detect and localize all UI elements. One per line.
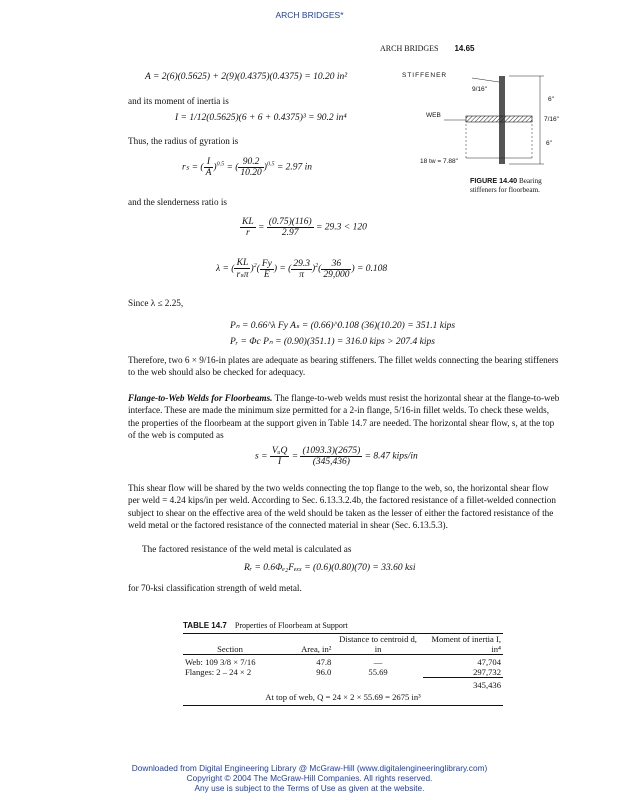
- label-stiffener-thickness: 9/16": [472, 86, 487, 93]
- eq-den: 29,000: [323, 269, 350, 280]
- table-footnote-row: [183, 690, 503, 705]
- banner: ARCH BRIDGES*: [275, 10, 344, 20]
- eq-den: 10.20: [240, 168, 262, 178]
- table-header: Area, in²: [301, 644, 332, 654]
- running-head-section: ARCH BRIDGES: [380, 44, 439, 53]
- table-title: [183, 621, 503, 630]
- paragraph-flange-title: Flange-to-Web Welds for Floorbeams.: [128, 393, 273, 403]
- table-header-row: [183, 634, 503, 655]
- table-14-7: [183, 621, 503, 706]
- equation-lambda: λ = ( $\frac{KL}{\text{rₛπ}}$ )$^2$( $\frac{Fy}{E}$ ) = ( $\frac{29.3}{\pi}$ )$^2$( $\frac{36}{29,000}$ ) = 0.108: [216, 258, 388, 280]
- table-footnote: At top of web, Q = 24 × 2 × 55.69 = 2675 in³: [265, 692, 421, 702]
- table-cell: [333, 678, 422, 691]
- table-row: [183, 678, 503, 691]
- eq-den: A: [205, 168, 212, 178]
- equation-kl-r: $\frac{KL}{r}$ = $\frac{(0.75)(116)}{2.97}$ = 29.3 < 120: [242, 217, 367, 238]
- label-web-thickness: 7/16": [544, 116, 559, 123]
- table-cell: —: [373, 657, 383, 667]
- eq-num: I: [204, 157, 214, 168]
- table-cell: Flanges: 2 – 24 × 2: [185, 667, 252, 678]
- eq-num: VᵤQ: [271, 446, 288, 456]
- label-6in-top: 6": [548, 96, 554, 103]
- label-stiffener: STIFFENER: [402, 72, 448, 79]
- figure-bearing-stiffeners: [402, 68, 564, 203]
- table-body: [183, 634, 503, 705]
- equation-pr: Pᵣ = Φc Pₙ = (0.90)(351.1) = 316.0 kips > 207.4 kips: [230, 337, 435, 347]
- eq-exp: 0.5: [266, 161, 275, 168]
- eq-den: (345,436): [312, 457, 350, 467]
- footer: [0, 763, 619, 793]
- eq-den: π: [299, 269, 305, 280]
- eq-num: (0.75)(116): [268, 217, 312, 227]
- table-cell: [183, 678, 277, 691]
- web-plate: [466, 116, 532, 122]
- table-cell: 96.0: [316, 667, 332, 678]
- eq-num: Fy: [261, 258, 272, 269]
- table-cell: 47,704: [477, 657, 501, 667]
- paragraph-ksi: for 70-ksi classification strength of weld metal.: [128, 583, 302, 593]
- label-6in-bottom: 6": [546, 140, 552, 147]
- paragraph-flange-to-web: [128, 392, 560, 442]
- eq-num: 36: [321, 259, 351, 270]
- eq-lhs: s =: [255, 451, 268, 462]
- table-cell: Web: 109 3/8 × 7/16: [185, 657, 256, 667]
- eq-num: KL: [234, 258, 250, 269]
- footer-terms[interactable]: Any use is subject to the Terms of Use as given at the website.: [194, 783, 425, 793]
- label-web: WEB: [426, 112, 441, 119]
- text-slenderness: and the slenderness ratio is: [128, 197, 227, 207]
- paragraph-shear: This shear flow will be shared by the two welds connecting the top flange to the web, so, the horizontal shear flow per weld = 4.24 kips/in per weld. According to Sec. 6.13.3.2.4b, the factored resistance of a fillet-welded connection subject to shear on the effective area of the weld should be taken as the lesser of either the factored resistance of the weld metal or the factored resistance of the connected material in shear (Sec. 6.13.5.3).: [128, 483, 556, 531]
- eq-lhs: λ =: [216, 264, 229, 275]
- eq-num: 90.2: [238, 157, 263, 168]
- table-row: [183, 667, 503, 678]
- eq-exp: 0.5: [216, 161, 225, 168]
- equation-area: A = 2(6)(0.5625) + 2(9)(0.4375)(0.4375) = 10.20 in²: [145, 72, 348, 82]
- eq-den: rₛπ: [236, 270, 249, 280]
- paragraph-therefore: Therefore, two 6 × 9/16-in plates are adequate as bearing stiffeners. The fillet welds connecting the bearing stiffeners to the web should also be checked for adequacy.: [128, 355, 559, 378]
- eq-result: = 8.47 kips/in: [364, 451, 418, 462]
- equation-radius-gyration: rₛ = ( $\frac{I}{A}$ )$^{0.5}$ = ( $\frac{90.2}{10.20}$ )$^{0.5}$ = 2.97 in: [182, 157, 312, 178]
- eq-den: E: [263, 269, 270, 280]
- table-cell: 297,732: [423, 667, 503, 678]
- eq-result: = 29.3 < 120: [316, 222, 367, 233]
- eq-lhs: rₛ =: [182, 162, 199, 173]
- paragraph-factored: The factored resistance of the weld metal is calculated as: [142, 544, 352, 554]
- eq-den: 2.97: [281, 228, 299, 238]
- eq-num: 29.3: [293, 258, 310, 269]
- figure-caption-text: Bearing stiffeners for floorbeam.: [470, 177, 542, 194]
- equation-shear-flow: s = $\frac{\text{VᵤQ}}{I}$ = $\frac{(1093.3)(2675)}{(345,436)}$ = 8.47 kips/in: [255, 446, 418, 467]
- page-number: 14.65: [454, 44, 475, 53]
- table-header: Moment of inertia I, in⁴: [431, 634, 501, 654]
- eq-num: (1093.3)(2675): [302, 446, 361, 456]
- eq-result: = 2.97 in: [276, 162, 312, 173]
- table-header: Distance to centroid d, in: [339, 634, 417, 654]
- text-gyration: Thus, the radius of gyration is: [128, 136, 239, 146]
- eq-den: r: [245, 228, 250, 238]
- equation-rr: Rᵣ = 0.6Φₑ₂Fₑₓₓ = (0.6)(0.80)(70) = 33.60 ksi: [244, 563, 416, 573]
- running-head: [380, 44, 560, 53]
- paragraph-flange-body: The flange-to-web welds must resist the horizontal shear at the flange-to-web interface. These are made the minimum size permitted for a 2-in flange, 5/16-in fillet welds. To check these welds, the properties of the floorbeam at the support given in Table 14.7 are needed. The horizontal shear flow, s, at the top of the web is computed as: [128, 393, 560, 441]
- table-cell: 345,436: [473, 680, 501, 690]
- table-title-text: Properties of Floorbeam at Support: [234, 621, 348, 630]
- footer-download-link[interactable]: Downloaded from Digital Engineering Library @ McGraw-Hill (www.digitalengineeringlibrary.com): [131, 763, 488, 773]
- equation-pn: Pₙ = 0.66^λ Fy Aₛ = (0.66)^0.108 (36)(10.20) = 351.1 kips: [230, 321, 456, 331]
- table-header: Section: [217, 644, 243, 654]
- table-row: [183, 657, 503, 667]
- eq-den: I: [278, 457, 282, 467]
- table-cell: 47.8: [316, 657, 332, 667]
- text-since: Since λ ≤ 2.25,: [128, 298, 184, 308]
- table-cell: [277, 678, 333, 691]
- figure-caption: [470, 176, 564, 195]
- text-inertia: and its moment of inertia is: [128, 96, 229, 106]
- label-18tw: 18 tw = 7.88": [420, 158, 458, 165]
- eq-num: KL: [242, 217, 254, 227]
- figure-caption-number: FIGURE 14.40: [470, 176, 518, 185]
- eq-result: = 0.108: [356, 264, 388, 275]
- table-title-number: TABLE 14.7: [183, 621, 227, 630]
- footer-copyright: Copyright © 2004 The McGraw-Hill Companies. All rights reserved.: [186, 773, 433, 783]
- equation-inertia: I = 1/12(0.5625)(6 + 6 + 0.4375)³ = 90.2 in⁴: [175, 113, 347, 123]
- table-cell: 55.69: [368, 667, 388, 678]
